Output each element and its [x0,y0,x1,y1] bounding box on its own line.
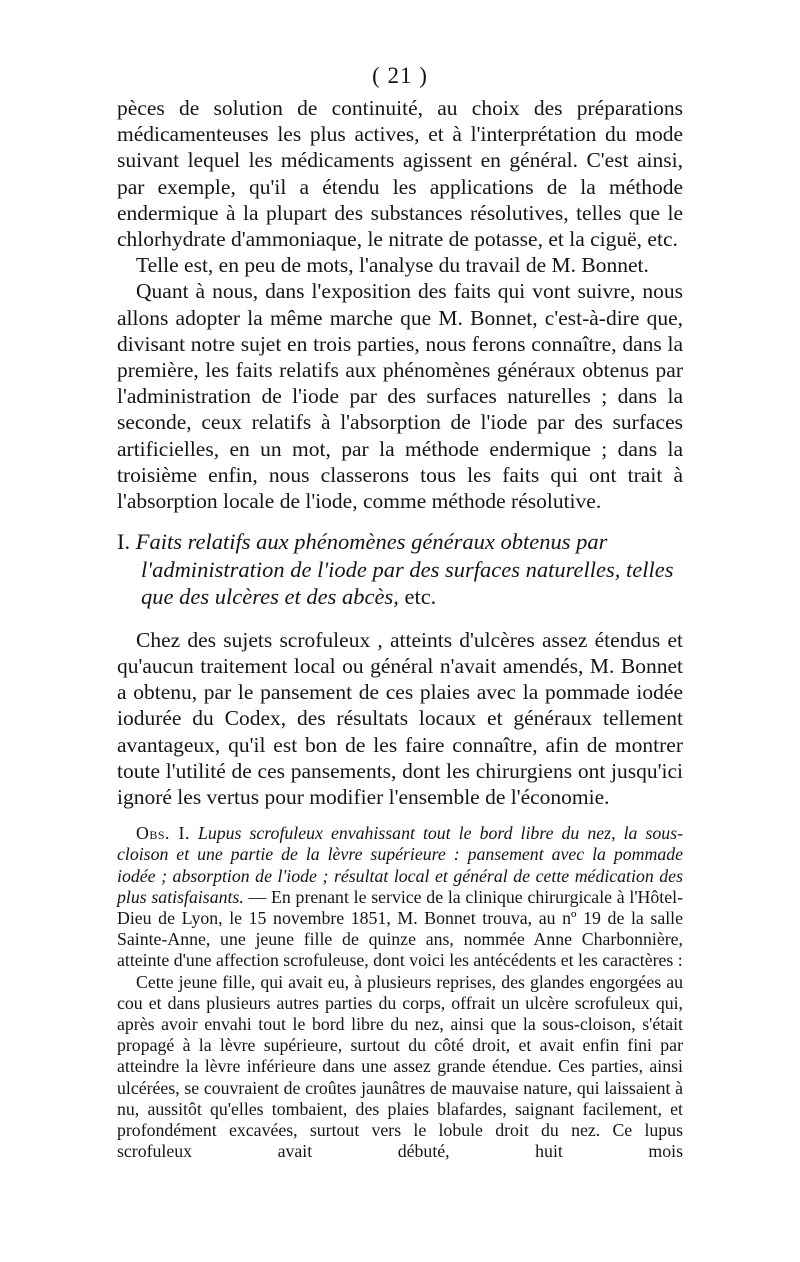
observation-label: Obs. I. [136,823,190,844]
page-number: ( 21 ) [372,63,428,88]
observation-body: — En prenant le service de la clinique chirurgicale à l'Hôtel-Dieu de Lyon, le 15 novembre 1851, M. Bonnet trouva, au nº 19 de la salle Sainte-Anne, une jeune fille de quinze ans, nommée Anne Charbonnière, atteinte d'une affection scrofuleuse, dont voici les antécédents et les caractères : [117,886,683,971]
section-number: I. [117,529,131,555]
paragraph-scrofulous-ulcers: Chez des sujets scrofuleux , atteints d'ulcères assez étendus et qu'aucun traitement local ou général n'avait amendés, M. Bonnet a obtenu, par le pansement de ces plaies avec la pommade iodée iodurée du Codex, des résultats locaux et généraux tellement avantageux, qu'il est bon de les faire connaître, afin de montrer toute l'utilité de ces pansements, dont les chirurgiens ont jusqu'ici ignoré les vertus pour modifier l'ensemble de l'économie. [117,627,683,809]
paragraph-method-outline: Quant à nous, dans l'exposition des faits qui vont suivre, nous allons adopter la même marche que M. Bonnet, c'est-à-dire que, divisant notre sujet en trois parties, nous ferons connaître, dans la première, les faits relatifs aux phénomènes généraux obtenus par l'administration de l'iode par des surfaces naturelles ; dans la seconde, ceux relatifs à l'absorption de l'iode par des surfaces artificielles, en un mot, par la méthode endermique ; dans la troisième enfin, nous classerons tous les faits qui ont trait à l'absorption locale de l'iode, comme méthode résolutive. [117,279,683,514]
observation-paragraph [117,823,683,971]
book-page [117,60,683,1162]
paragraph-case-description: Cette jeune fille, qui avait eu, à plusieurs reprises, des glandes engorgées au cou et dans plusieurs autres parties du corps, offrait un ulcère scrofuleux qui, après avoir envahi tout le bord libre du nez, ainsi que la sous-cloison, s'était propagé à la lèvre supérieure, surtout du côté droit, et avait enfin fini par atteindre la lèvre inférieure dans une assez grande étendue. Ces parties, ainsi ulcérées, se couvraient de croûtes jaunâtres de mauvaise nature, qui laissaient à nu, aussitôt qu'elles tombaient, des plaies blafardes, saignant facilement, et profondément excavées, surtout vers le lobule droit du nez. Ce lupus scrofuleux avait débuté, huit mois [117,971,683,1162]
observation-summary: Lupus scrofuleux envahissant tout le bord libre du nez, la sous-cloison et une partie de la lèvre supérieure : pansement avec la pommade iodée ; absorption de l'iode ; résultat local et général de cette médication des plus satisfaisants. [117,823,683,907]
section-title: Faits relatifs aux phénomènes généraux obtenus par l'administration de l'iode par des surfaces naturelles, telles que des ulcères et des abcès, [135,529,674,610]
section-title-tail: etc. [404,584,437,610]
paragraph-continuation: pèces de solution de continuité, au choix des préparations médicamenteuses les plus actives, et à l'interprétation du mode suivant lequel les médicaments agissent en général. C'est ainsi, par exemple, qu'il a étendu les applications de la méthode endermique à la plupart des substances résolutives, telles que le chlorhydrate d'ammoniaque, le nitrate de potasse, et la ciguë, etc. [117,96,683,252]
section-heading [117,528,683,611]
paragraph-summary-sentence: Telle est, en peu de mots, l'analyse du travail de M. Bonnet. [136,253,649,278]
